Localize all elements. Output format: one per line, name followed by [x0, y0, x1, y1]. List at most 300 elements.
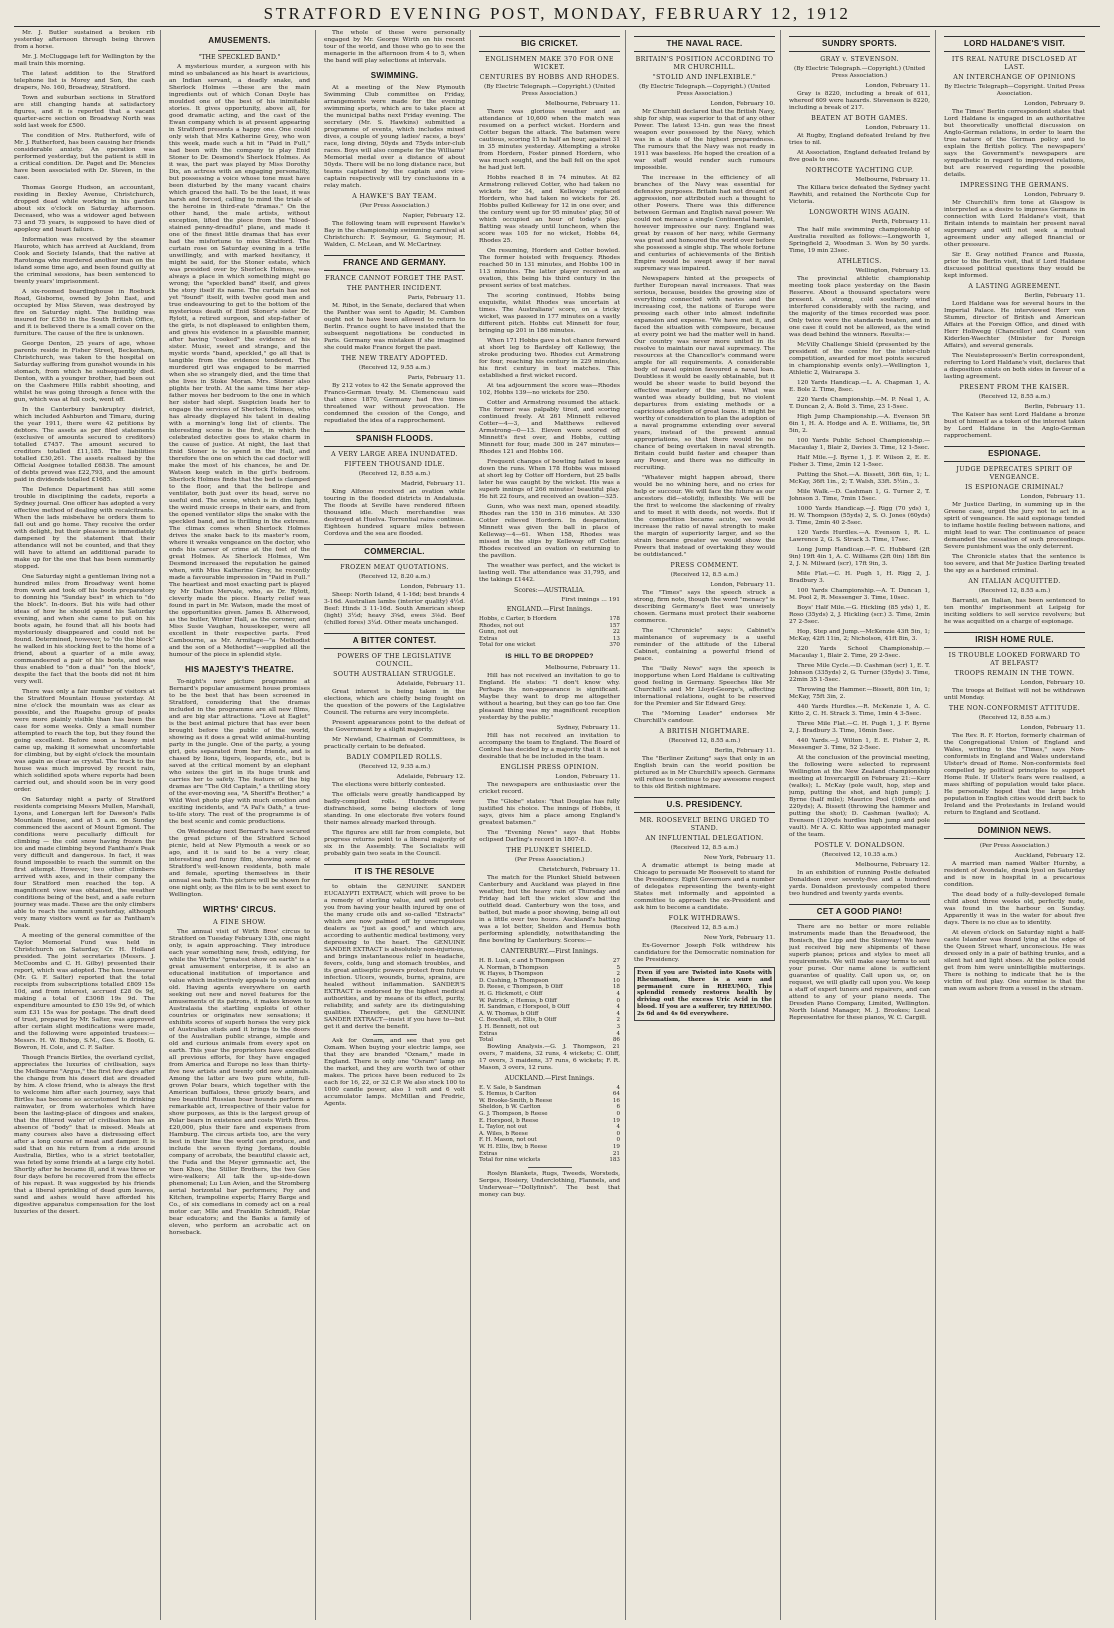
runs: 0 [616, 997, 620, 1004]
score-row [479, 1111, 620, 1118]
score-row [479, 1024, 620, 1031]
advertisement-text: Roslyn Blankets, Rugs, Tweeds, Worsteds, Serges, Hosiery, Underclothing, Flannels, and Underwear—"Dollyfinish". The best that money can buy. [479, 1170, 620, 1198]
article-paragraph: M. Ribot, in the Senate, declared that when the Panther was sent to Agadir, M. Cambon ought not to have been allowed to return to Berlin. France ought to have insisted that the subsequent negotiations be conducted in Paris. Germany was mistaken if she imagined she could make France forget the past. [324, 303, 465, 351]
article-paragraph: Ex-Governor Joseph Folk withdrew his candidature for the Democratic nomination for the Presidency. [634, 943, 775, 963]
article-paragraph: The troops at Belfast will not be withdrawn until Monday. [944, 688, 1085, 701]
batsman: A. Norman, b Thompson [479, 964, 549, 971]
dateline: Berlin, February 11. [1024, 293, 1085, 299]
scores-heading: AUCKLAND.—First Innings. [504, 1074, 595, 1082]
subheadline: AN INFLUENTIAL DELEGATION. [645, 835, 764, 842]
runs: 4 [616, 990, 620, 997]
article-paragraph: The Times' Berlin correspondent states that Lord Haldane is engaged in an authoritative but theoretically unofficial discussion on Anglo-German relations, in order to learn the true nature of the German policy and to explain the British policy. The newspapers' says the Government's newspapers are sympathetic in regard to improved relations, but are reserved regarding the possible details. [944, 109, 1085, 178]
subheadline: FROZEN MEAT QUOTATIONS. [340, 564, 449, 571]
runs: 4 [616, 1010, 620, 1017]
subheadline: A HAWKE'S BAY TEAM. [352, 193, 437, 200]
article-paragraph: The whole of these were personally engaged by Mr. George Wirth on his recent tour of the world, and those who go to see the menagerie in the afternoon from 4 to 5, when the band will play selections at intervals. [324, 30, 465, 64]
headline-majesty: HIS MAJESTY'S THEATRE. [185, 665, 294, 674]
subheadline: THE NEW TREATY ADOPTED. [341, 355, 448, 362]
wire-credit: (Per Press Association.) [359, 203, 430, 209]
score-row [479, 965, 620, 972]
dateline: London, February 11. [400, 584, 465, 590]
article-paragraph: "Whatever might happen abroad, there would be no whining here, and no cries for help or succour. We will face the future as our ancestors did—stolidly, inflexibly. We will be the first to welcome the slackening of rivalry and to meet it with deeds, not words. But if the competition became acute, we would increase the ratio of naval strength to make the margin of superiority larger, and so the strain became greater we would show the Powers that instead of overtaking they would be outdistanced." [634, 475, 775, 558]
rheumo-advertisement: Even if you are Twisted into Knots with Rheumatism, there is a sure and permanent cure in RHEUMO. This splendid remedy restores health by driving out the excess Uric Acid in the blood. If you are a sufferer, try RHEUMO. 2s 6d and 4s 6d everywhere. [634, 967, 775, 1021]
article-paragraph: The officials were greatly handicapped by badly-compiled rolls. Hundreds were disfranchised, some being electors of long standing. In one electorate five voters found their names already marked through. [324, 792, 465, 826]
column-divider [160, 30, 161, 1620]
subheadline: PRESS COMMENT. [670, 562, 739, 569]
subheadline: BADLY COMPILED ROLLS. [346, 754, 443, 761]
athletics-result: Mile Flat.—C. H. Pugh 1, H. Rigg 2, J. Bradbury 3. [789, 571, 930, 584]
article-paragraph: Frequent changes of bowling failed to keep down the runs. When 178 Hobbs was missed at short leg by Cotter off Hordern, but 25 balls later he was caught by the wicket. His was a superb innings of 266 minutes' beautiful play. He hit 22 fours, and received an ovation—325. [479, 459, 620, 500]
article-paragraph: The Killara twice defeated the Sydney yacht Rawhiti, and retained the Northcote Cup for Victoria. [789, 185, 930, 205]
batsman: S. Hemus, b Carlton [479, 1091, 537, 1098]
column-divider [315, 30, 316, 1620]
headline-dominion: DOMINION NEWS. [944, 823, 1085, 839]
runs: 64 [612, 1091, 620, 1098]
wire-credit: (Received 12, 9.55 a.m.) [358, 365, 431, 371]
athletics-result: Three Mile Flat.—C. H. Pugh 1, J. F. Byrne 2, J. Bradbury 3. Time, 16min 5sec. [789, 721, 930, 734]
article-paragraph: A married man named Walter Hurnby, a resident of Avondale, drank lysol on Saturday and is now in hospital in a precarious condition. [944, 861, 1085, 888]
dateline: Melbourne, February 11. [545, 101, 620, 107]
batsman: Hobbs, c Carter, b Hordern [479, 616, 557, 622]
athletics-result: Long Jump Handicap.—F. C. Hubbard (2ft 9in) 19ft 4in 1, A. C. Williams (2ft 0in) 18ft 8in 2, J. N. Milward (scr), 17ft 9in, 3. [789, 547, 930, 567]
article-paragraph: Sir E. Gray notified France and Russia, prior to the Berlin visit, that if Lord Haldane discussed political questions they would be kept informed. [944, 252, 1085, 279]
article-paragraph: By 212 votes to 42 the Senate approved the Franco-German treaty. M. Clemenceau said that since 1870, Germany had five times threatened war without provocation. He condemned the cession of the Congo, and repudiated the idea of a rapprochement. [324, 383, 465, 424]
athletics-result: 100 Yards Public School Championship.—Macaulay 1, Blair 2, Davies 3. Time, 12 1-5sec. [789, 438, 930, 451]
dateline: Wellington, February 13. [855, 268, 930, 274]
article-paragraph: The "Berliner Zeitung" says that only in an English brain can the world position be pictured as in Mr Churchill's speech. Germans will refuse to continue to pay awesome respect to this old British nightmare. [634, 756, 775, 790]
subheadline: A LASTING AGREEMENT. [968, 283, 1061, 290]
news-paragraph: A meeting of the general committee of the Taylor Memorial Fund was held in Christchurch on Saturday, Cr. H. Holland presided. The joint secretaries (Messrs. J. McCoombs and C. H. Gilby) presented their report, which was adopted. The hon. treasurer (Mr. G. F. Salter) reported that the total receipts from subscriptions totalled £809 15s 10d, and from interest, accrued £28 0s 9d, making a total of £3068 19s 9d. The expenditure amounted to £50 19s 9d, of which sum £31 15s was for postage. The draft deed of trust, prepared by Mr. Salter, was approved after certain slight modifications were made, and the following were appointed trustees:—Messrs. H. W. Bishop, S.M., Geo. S. Booth, G. Bowron, H. Cole, and C. F. Salter. [14, 933, 155, 1051]
runs: 19 [612, 1144, 620, 1151]
article-paragraph: The Chronicle states that the sentence is too severe, and that Mr Justice Darling treated the spy as a hardened criminal. [944, 554, 1085, 574]
divider [218, 50, 262, 51]
score-total-row [479, 1157, 620, 1164]
runs: 3 [616, 1023, 620, 1030]
article-paragraph: Great interest is being taken in the elections, which are chiefly being fought on the question of the powers of the Legislative Council. The returns are very incomplete. [324, 689, 465, 716]
wire-credit: (By Electric Telegraph.—Copyright.) (United Press Association.) [793, 66, 926, 79]
subheadline: MR. ROOSEVELT BEING URGED TO STAND. [639, 817, 770, 832]
article-paragraph: At eleven o'clock on Saturday night a half-caste Islander was found lying at the edge of the Queen Street wharf, unconscious. He was dressed only in a pair of bathing trunks, and a silent hat and light shoes. At the police could get from him were unintelligible mutterings. There is nothing to indicate that he is the victim of foul play. One surmise is that the man swam ashore from a vessel in the stream. [944, 930, 1085, 992]
batsman: E. Horspool, b Reese [479, 1117, 539, 1124]
runs: 18 [612, 984, 620, 991]
article-paragraph: The half mile swimming championship of Australia resulted as follows:—Longworth 1, Springfield 2, Woodman 3. Won by 50 yards. Time, 19 min 23sec. [789, 227, 930, 254]
subheadline: PRESENT FROM THE KAISER. [959, 384, 1070, 391]
runs: 16 [612, 1097, 620, 1104]
article-paragraph: King Alfonso received an ovation while touring in the flooded districts in Andalusia. The floods at Seville have rendered fifteen thousand idle. Much merchandise was destroyed at Huelva. Torrential rains continue. Eighteen hundred square miles between Cordova and the sea are flooded. [324, 489, 465, 537]
batsman: W. Brooke-Smith, b Reese [479, 1097, 553, 1104]
article-paragraph: The annual visit of Wirth Bros' circus to Stratford on Tuesday February 13th, one night only, is again approaching. They introduce each year something new, fresh, edifying, for while the Wirths' "greatest show on earth" is a great amusement enterprise, it is also an educational institution of importance and value which instinctively appeals to young and old. Having agents everywhere on earth seeking out new and novel features for the amusements of its patrons, it makes known to Australasia the startling exploits of other countries or originates new sensations; it exhibits scores of superb horses the very pick of Australian studs and it brings to the doors of the Australian public strange, simple and old and curious animals from every spot on earth. This year the proprietors have excelled all previous efforts, for they have engaged from America and Europe no less than thirty-five new artists and twenty odd new animals. Among the latter are two pure white, full-grown Polar bears, which together with the American buffaloes, three grizzly bears, and two beautiful Russian boar hounds perform a remarkable act, irrespective of their value for show purposes, as this is the largest group of Polar bears in existence and costs Wirth Bros. £20,000, plus their fare and expenses from Hamburg. The circus artists too, are the very best in their line the world can produce, and include the seven flying Jordans, double company of acrobats, the beautiful classic act, the Fuda and the Meyer gymnastic act, the Yuen Khoo, the Stiller Brothers, the two Gee wire-walkers; All talk the up-side-down phenomenal; Lu Lun Avien, and the Stromberg aerial horizontal bar performers; Foy and Kitchen, trampoline experts; Harry Barge and Co., of six comedians in comedy act on a real motor car; Mlle and Franklin Schmidt, Polar bear educators; and the Banks a family of eleven, who perform an acrobatic act on horseback. [169, 929, 310, 1236]
article-paragraph: Cotter and Armstrong resumed the attack. The former was palpably tired, and scoring continued freely. At 261 Minnett relieved Cotter—4—3, and Matthews relieved Armstrong—0—13. Eleven were scored off Minnett's first over, and Hobbs, cutting Minnett for four, made 300 in 247 minutes—Rhodes 121 and Hobbs 166. [479, 400, 620, 455]
dateline: London, February 11. [865, 125, 930, 131]
column-swimming-world [324, 30, 465, 1620]
article-paragraph: Mr Churchill's firm tone at Glasgow is interpreted as a desire to impress Germans in connection with Lord Haldane's visit, that Britain intends to maintain her present naval supremacy and will not seek a mutual agreement under any alleged financial or other pressure. [944, 200, 1085, 248]
batsman: G. J. Thompson, b Reese [479, 1111, 548, 1118]
masthead-rule [14, 26, 1100, 27]
batsman: W. Hayes, b Thompson [479, 971, 544, 978]
score-row [479, 1118, 620, 1125]
total-runs: 86 [612, 1037, 620, 1044]
runs: 2 [616, 1017, 620, 1024]
total-runs: 370 [609, 642, 620, 649]
article-paragraph: The Kaiser has sent Lord Haldane a bronze bust of himself as a token of the interest taken by Lord Haldane in the Anglo-German rapprochement. [944, 412, 1085, 439]
subheadline: JUDGE DEPRECATES SPIRIT OF VENGEANCE. [956, 466, 1073, 481]
dateline: London, February 11. [1020, 494, 1085, 500]
score-line: First innings ... 191 [561, 597, 620, 603]
article-paragraph: Gunn, who was next man, opened steadily. Rhodes ran the 150 in 316 minutes. At 330 Cotter relieved Hordern. In desperation, Minnett was given the ball in place of Kelleway—4—61. When 158, Rhodes was missed in the slips by Kelleway off Cotter. Rhodes received an ovation on returning to the pavilion. [479, 504, 620, 559]
score-row [479, 991, 620, 998]
runs: 22 [612, 629, 620, 636]
runs: 5 [616, 964, 620, 971]
article-paragraph: On Wednesday next Bernard's have secured the great picture of the Stratford School picnic, held at New Plymouth a week or so ago, and it is said to be a very clear, interesting and funny film, showing some of Stratford's well-known residents, both male and female, sporting themselves in their annual sea bath. This picture will be shown for one night only, as the film is to be sent exect to Wellington. [169, 829, 310, 898]
dateline: Berlin, February 11. [714, 748, 775, 754]
batsman: Extras [479, 1030, 498, 1037]
wire-credit: (Received 12, 8.5 a.m.) [670, 572, 739, 578]
runs: 2 [616, 971, 620, 978]
score-row [479, 1131, 620, 1138]
dateline: London, February 10. [710, 101, 775, 107]
divider [528, 1167, 572, 1168]
wire-credit: (Received 12, 8.55 a.m.) [358, 471, 431, 477]
subheadline: AN INTERCHANGE OF OPINIONS [953, 74, 1076, 81]
athletics-result: McVilly Challenge Shield (presented by the president of the centre for the inter-club competition, awarded for most points secured in championship events only).—Wellington 1, Athletic 2, Wairarapa 3. [789, 342, 930, 376]
article-paragraph: The following team will represent Hawke's Bay in the championship swimming carnival at Christchurch: F. Seymour, G. Seymour, H. Walden, C. McLean, and W. McCartney. [324, 221, 465, 248]
article-paragraph: The figures are still far from complete, but progress returns point to a liberal majority of six in the Assembly. The Socialists will probably gain two seats in the Council. [324, 830, 465, 857]
auckland-scorecard [479, 1085, 620, 1164]
advertisement-text: Ask for Oznam, and see that you get Oznam. When buying your electric lamps, see that they are branded "Oznam," made in England. There is only one "Osram" lamp on the market, and they are worth two of other makes. The prices have been reduced to 2s each for 16, 22, or 32 C.P. We also stock 100 to 1000 candle power, also 1 volt and 6 volt accumulator lamps. McMillan and Fredric, Agents. [324, 1038, 465, 1107]
subheadline: FOLK WITHDRAWS. [668, 915, 741, 922]
headline-commercial: COMMERCIAL. [324, 544, 465, 560]
news-paragraph: The condition of Mrs. Rutherford, wife of Mr. J. Rutherford, has been causing her friends considerable anxiety. An operation was performed yesterday, but the patient is still in a critical condition. Dr. Paget and Dr. Mencies have been associated with Dr. Steven, in the case. [14, 133, 155, 181]
subheadline: THE NON-CONFORMIST ATTITUDE. [948, 705, 1081, 712]
runs: 19 [612, 1117, 620, 1124]
piano-ad-headline: CET A GOOD PIANO! [789, 904, 930, 920]
batsman: D. Reese, c Thompson, b Oliff [479, 984, 563, 991]
wire-credit: By Electric Telegraph—Copyright. United Press Association. [944, 84, 1085, 97]
score-row [479, 1091, 620, 1098]
dateline: Perth, February 11. [871, 219, 930, 225]
subheadline: GRAY v. STEVENSON. [820, 56, 899, 63]
news-paragraph: In the Canterbury bankruptcy district, which included Ashburton and Timaru, during the year 1911, there were 42 petitions by debtors. The assets as per filed statements (exclusive of amounts secured to creditors) totalled £7457. The amount secured to creditors totalled £11,185. The liabilities totalled £30,261. The assets realised by the Official Assignee totalled £6838. The amount of debts proved was £22,793, and the amount paid in dividends totalled £1685. [14, 407, 155, 483]
wire-credit: (Per Press Association.) [979, 843, 1050, 849]
dateline: Melbourne, February 11. [855, 177, 930, 183]
dateline: New York, February 11. [703, 935, 775, 941]
wire-credit: (Received 12, 8.5 a.m.) [670, 925, 739, 931]
dateline: London, February 10. [1020, 680, 1085, 686]
score-row [479, 1085, 620, 1092]
wire-credit: (Received 12, 8.55 a.m.) [978, 588, 1051, 594]
subheadline: NORTHCOTE YACHTING CUP. [805, 167, 914, 174]
headline-france: FRANCE AND GERMANY. [324, 255, 465, 271]
score-row [479, 1151, 620, 1158]
news-paragraph: There was only a fair number of visitors at the Stratford Mountain House yesterday. At nine o'clock the mountain was as clear as possible, and the Ruapehu group of peaks were more plainly visible than has been the case for some weeks. Only a small number attempted to reach the top, but they found the going excellent. Before noon a heavy mist came up, making it somewhat uncomfortable for climbing, but by eight o'clock the mountain was again as clear as crystal. The track to the house was much improved by recent rain, which solidified spots where reports had been carried out, and should soon be in very good order. [14, 689, 155, 793]
article-paragraph: The "Morning Leader" endorses Mr Churchill's candour. [634, 711, 775, 724]
headline-espionage: ESPIONAGE. [944, 446, 1085, 462]
score-row [479, 978, 620, 985]
score-row [479, 971, 620, 978]
subheadline: TROOPS REMAIN IN THE TOWN. [954, 670, 1075, 677]
article-paragraph: The dead body of a fully-developed female child about three weeks old, perfectly nude, was found in the harbour on Sunday. Apparently it was in the water for about five days. There is no clue as to identity. [944, 892, 1085, 926]
athletics-result: 120 Yards Handicap.—L. A. Chapman 1, A. E. Bole 2. Time, 8sec. [789, 380, 930, 393]
athletics-result: High Jump Championship.—A. Evenson 5ft 6in 1, H. A. Hodge and A. E. Williams, tie, 5ft 5in, 2. [789, 414, 930, 434]
runs: 0 [616, 1111, 620, 1118]
runs: 21 [612, 1150, 620, 1157]
masthead: STRATFORD EVENING POST, MONDAY, FEBRUARY 12, 1912 [263, 4, 851, 23]
athletics-results [789, 276, 930, 839]
batsman: F. H. Mason, not out [479, 1137, 537, 1144]
article-paragraph: The "Evening News" says that Hobbs eclipsed Darling's record in 1807-8. [479, 829, 620, 843]
batsman: L. Taylor, not out [479, 1124, 528, 1131]
batsman: A. W. Thomas, b Oliff [479, 1010, 539, 1017]
scores-heading: ENGLAND.—First Innings. [506, 606, 593, 613]
batsman: W. Patrick, c Hemus, b Oliff [479, 997, 557, 1004]
athletics-result: The provincial athletic championship meeting took place yesterday on the Basin Reserve. About a thousand spectators were present. A strong, cold southerly wind interfered considerably with the racing, and the majority of the times recorded was poor. Only twice were the standards beaten, and in one case it could not be allowed, as the wind was dead behind the winners. Results:— [789, 276, 930, 338]
subheadline: IS HILL TO BE DROPPED? [505, 652, 594, 660]
article-paragraph: At Rugby, England defeated Ireland by five tries to nil. [789, 133, 930, 146]
dateline: Christchurch, February 11. [538, 866, 620, 873]
article-paragraph: Hobbs reached 8 in 74 minutes. At 82 Armstrong relieved Cotter, who had taken no wickets for 34, and Kelleway replaced Hordern, who had taken no wickets for 26. Hobbs pulled Kelleway for 12 in one over, and the century went up for 95 minutes' play, 50 of which occupied an hour of today's play. Batting was steady until luncheon, when the score was 105 for no wicket, Hobbs 64, Rhodes 25. [479, 175, 620, 244]
subheadline: THE PLUNKET SHIELD. [506, 846, 593, 854]
runs: 13 [612, 635, 620, 642]
subheadline: FIFTEEN THOUSAND IDLE. [344, 461, 445, 468]
column-naval-race [634, 30, 775, 1620]
article-paragraph: A dramatic attempt is being made at Chicago to persuade Mr Roosevelt to stand for the Presidency. Eight Governors and a number of delegates representing the twenty-eight States met informally and appointed a committee to approach the ex-President and ask him to become a candidate. [634, 863, 775, 911]
subheadline: LONGWORTH WINS AGAIN. [809, 209, 910, 216]
column-divider [470, 30, 471, 1620]
article-paragraph: In an exhibition of running Postle defeated Donaldson over seventy-five and a hundred yards. Donaldson previously competed there two hundred and twenty yards events. [789, 870, 930, 897]
news-paragraph: The Defence Department has still some trouble in disciplining the cadets, reports a Sydney journal. One officer has adopted a very effective method of dealing with recalcitrants. When the lads misbehave he orders them to fall out and go home. They receive the order with delight, but their pleasure is immediately dampened by the statement that their attendance will not be counted, and that they will have to attend an additional parade to make up for the one that has been summarily stopped. [14, 487, 155, 570]
batsman: H. G. Hickmott, c Oliff [479, 990, 543, 997]
score-row [479, 1137, 620, 1144]
batsman: Sheldon, b W. Carlton [479, 1104, 541, 1111]
score-row [479, 623, 620, 630]
headline-naval: THE NAVAL RACE. [634, 36, 775, 52]
batsman: H. B. Lusk, c and b Thompson [479, 957, 565, 964]
article-paragraph: The match for the Plunket Shield between Canterbury and Auckland was played in fine weather, but the heavy rain of Thursday and Friday had left the wicket slow and the outfield dead. Canterbury won the toss, and batted, but made a poor showing, being all out in a little over two hours. Auckland's batting was a lot better, Sheldon and Hemus both performing splendidly, notwithstanding the fine bowling by Canterbury. Scores:— [479, 874, 620, 944]
batsman: Rhodes, not out [479, 622, 524, 629]
dateline: London, February 9. [1024, 101, 1085, 107]
runs: 4 [616, 1084, 620, 1091]
article-paragraph: To-night's new picture programme at Bernard's popular amusement house promises to be the best that has been screened in Stratford, considering that the dramas included in the programme are all new films, and are big star attractions. "Love at Eaglet" is the best animal picture that has ever been brought before the public of the world, showing as it does a great wild animal-hunting party in the jungle. One of the party, a young girl, gets separated from her friends, and is chased by lions, tigers, leopards, etc., but is saved at the critical moment by an elephant who seizes the girl in its huge trunk and carries her to safety. The feature of the big dramas are "The Old Captain," a thrilling story of the ever-moving sea, "A Sheriff's Brother," a Wild West photo play with much emotion and exciting incidents, and "A Pal's Oath," a true-to-life story. The rest of the programme is of the best scenic and comic productions. [169, 679, 310, 825]
athletics-result: Hop, Step and Jump.—McKenzie 43ft 5in, 1; McKay, 42ft 11in, 2; Nicholson, 41ft 8in, 3. [789, 629, 930, 642]
total-label: Total [479, 1037, 494, 1044]
subheadline: POSTLE V. DONALDSON. [814, 842, 905, 849]
article-paragraph: The "Daily News" says the speech is inopportune when Lord Haldane is cultivating good feeling in Germany. Speeches like Mr Churchill's and Mr Lloyd-George's, affecting international relations, ought to be reserved for the Premier and Sir Edward Grey. [634, 666, 775, 707]
score-row [479, 1104, 620, 1111]
article-paragraph: Present appearances point to the defeat of the Government by a slight majority. [324, 720, 465, 733]
news-paragraph: One Saturday night a gentleman living not a hundred miles from Broadway went home from work and took off his boots preparatory to donning his "Sunday best" in which to "do the block". In-doors. But his wife had other ideas of how he should spend his Saturday evening, and when she came to put on his boots again, he found that all his boots had mysteriously disappeared and could not be found. Determined, however, to "do the block" he walked in his stocking feet to the home of a friend, about a quarter of a mile away, commandeered a pair of his boots, and was thus enabled to "don a dual" "on the block", despite the fact that the boots did not fit him very well. [14, 574, 155, 685]
headline-resolve: IT IS THE RESOLVE [324, 864, 465, 880]
runs: 4 [616, 1004, 620, 1011]
advertisement-text: to obtain the GENUINE SANDER EUCALYPTI EXTRACT, which will prove to be a remedy of sterling value, and will protect you from having your health injured by one of the many crude oils and so-called "Extracts" which are now palmed off by unscrupulous dealers as "just as good," and which are, according to authentic medical testimony, very depressing to the heart. The GENUINE SANDER EXTRACT is absolutely non-injurious, and brings instantaneous relief in headache, fevers, colds, lung and stomach troubles, and its great antiseptic powers protect from future infection. Ulcers, wounds, burns, sprains, are healed without inflammation. SANDER'S EXTRACT is endorsed by the highest medical authorities, and by means of its effect, purity, reliability, and safety are its distinguishing qualities. Therefore, get the GENUINE SANDER EXTRACT—insist if you have to—but get it and derive the benefit. [324, 884, 465, 1030]
athletics-result: At the conclusion of the provincial meeting, the following were selected to represent Wellington at the New Zealand championship meeting at Invercargill on February 21:—Kerr (walks); L. McKay (pole vault, hop, step and jump, putting the shot, and high jump); J. Byrne (half mile); Maurice Pool (100yds and 220yds); A. Bissett (throwing the hammer and putting the shot); D. Cashman (walks); A. Evenson (120yds hurdles high jump and pole vault). Mr A. C. Kitto was appointed manager of the team. [789, 755, 930, 838]
wire-credit: (Received 12, 8.5 a.m.) [670, 845, 739, 851]
athletics-result: Throwing the Hammer.—Bissett, 80ft 1in, 1; McKay, 75ft 3in, 2. [789, 687, 930, 700]
score-row [479, 616, 620, 623]
runs: 0 [616, 1137, 620, 1144]
subheadline: AN ITALIAN ACQUITTED. [968, 578, 1061, 585]
news-paragraph: Town and suburban sections in Stratford are still changing hands at satisfactory figures, and it is reported that a vacant quarter-acre section on Broadway North was sold last week for £500. [14, 95, 155, 129]
headline-sports: SUNDRY SPORTS. [789, 36, 930, 52]
news-paragraph: A six-roomed boardinghouse in Roebuck Road, Gisborne, owned by John East, and occupied by Miss Steven, was destroyed by fire on Saturday night. The building was insured for £350 in the South British Office, and it is believed there is a small cover on the furniture. The cause of the fire is unknown. [14, 289, 155, 337]
article-paragraph: When 171 Hobbs gave a hot chance forward at short leg to Bardsley off Kelleway, the stroke producing two. Rhodes cut Armstrong for four, reaching his century in 229 minutes, his first century in test matches. This established a first wicket record. [479, 338, 620, 379]
subheadline: IS ESPIONAGE CRIMINAL? [965, 484, 1064, 491]
wire-credit: (Received 12, 10.35 a.m.) [821, 852, 898, 858]
article-paragraph: Gray is 8220, including a break of 611, whereof 609 were hazards. Stevenson is 8220, including a break of 217. [789, 91, 930, 111]
dateline: London, February 11. [1020, 725, 1085, 731]
column-haldane [944, 30, 1085, 1620]
article-paragraph: Mr Justice Darling, in summing up in the Greene case, urged the jury not to act in a spirit of vengeance. He said espionage tended to inflame hostile feeling between nations, and might lead to war. The continuance of peace demanded the cessation of such proceedings. Severe punishment was the only deterrent. [944, 502, 1085, 550]
runs: 178 [609, 616, 620, 622]
wire-credit: (Received 12, 8.55 a.m.) [668, 738, 741, 744]
score-row [479, 1124, 620, 1131]
dateline: Auckland, February 12. [1014, 853, 1085, 859]
article-paragraph: At tea adjournment the score was—Rhodes 102, Hobbs 139—no wickets for 250. [479, 383, 620, 396]
news-paragraph: Information was received by the steamer Hauroto, which has arrived at Auckland, from Cook and Society Islands, that the native at Rarotonga who murdered another man on the island some time ago, and been found guilty at the criminal sessions, has been sentenced to twenty years' imprisonment. [14, 237, 155, 285]
wire-credit: (Received 12, 8.55 a.m.) [978, 394, 1051, 400]
news-paragraph: Thomas George Hudson, an accountant, residing in Bexley Avenue, Christchurch, dropped dead while working in his garden about six o'clock on Saturday afternoon. Deceased, who was a widower aged between 73 and 75 years, is supposed to have died of apoplexy and heart failure. [14, 185, 155, 233]
advertisement-text: There are no better or more reliable instruments made than the Broadwood, the Ronisch, the Lipp and the Steinway! We have just received big new shipments of these superb pianos; prices and styles to meet all requirements. We will make easy terms to suit your purse. Our name alone is sufficient guarantee of quality. Call upon us, or, on request, we will gladly call upon you. We keep a staff of expert tuners and repairers, and can attend to any of your piano needs. The Dresden Piano Company, Limited, Wellington. North Island Manager, M. J. Brookes; Local Representative for these pianos, W. C. Cargill. [789, 924, 930, 1021]
runs: 27 [612, 957, 620, 964]
article-paragraph: The "Globe" states: "that Douglas has fully justified his choice. The innings of Hobbs, it says, gives him a place among England's greatest batsmen." [479, 798, 620, 826]
wire-credit: (Received 12, 8.20 a.m.) [358, 574, 431, 580]
total-label: Total for one wicket [479, 642, 536, 649]
subheadline: FRANCE CANNOT FORGET THE PAST. [325, 275, 464, 282]
dateline: Paris, February 11. [407, 295, 465, 301]
dateline: Melbourne, February 12. [855, 862, 930, 868]
score-row [479, 1098, 620, 1105]
article-paragraph: At Association, England defeated Ireland by five goals to one. [789, 150, 930, 163]
subheadline: "THE SPECKLED BAND." [198, 54, 281, 61]
wire-credit: (Received 12, 9.35 a.m.) [358, 764, 431, 770]
score-row [479, 1144, 620, 1151]
article-paragraph: The weather was perfect, and the wicket is lasting well. The attendance was 31,795, and the takings £1442. [479, 563, 620, 583]
score-row [479, 636, 620, 643]
athletics-result: Three Mile Cycle.—D. Cashman (scr) 1, E. T. Johnson (335yds) 2, G. Turner (35yds) 3. Time, 22min 35 1-5sec. [789, 663, 930, 683]
news-paragraph: The latest addition to the Stratford telephone list is Morey and Son, the cash drapers, No. 160, Broadway, Stratford. [14, 71, 155, 91]
score-row [479, 1017, 620, 1024]
article-paragraph: Barranti, an Italian, has been sentenced to ten months' imprisonment at Leipsig for inciting soldiers to sell service revolvers; but he was acquitted on a charge of espionage. [944, 598, 1085, 625]
column-cricket [479, 30, 620, 1620]
dateline: Adelaide, February 12. [396, 774, 465, 780]
article-paragraph: Newspapers hinted at the prospects of further European naval increases. That was serious, because, besides the growing size of everything connected with navies and the increasing cost, the nations of Europe were pressing each other into almost indefinite expansion and expense. "We have met it, and faced the situation with composure, because at every point we had the matter well in hand. Our country was never more united in its resolve to maintain our naval supremacy. The resources at the Chancellor's command were ample for all requirements. A considerable body of naval opinion favoured a naval loan. Doubtless it would be easily obtainable, but it would be sheer waste to build beyond the effective mastery of the seas. What was wanted was steady building, but no violent departures from existing methods or a capricious adoption of great loans. It might be worthy of consideration to plan the adoption of a naval programme extending over several years, instead of the present annual appropriations, so that there would be no chance of being overtaken in naval strength. Britain could build faster and cheaper than any Power, and there was no difficulty in recruiting. [634, 276, 775, 471]
wire-credit: (Per Press Association.) [514, 856, 585, 863]
column-divider [935, 30, 936, 1620]
dateline: London, February 11. [865, 83, 930, 89]
total-runs: 183 [609, 1157, 620, 1164]
news-paragraph: Mr. J. McCluggage left for Wellington by the mail train this morning. [14, 54, 155, 67]
columns [14, 30, 1100, 1620]
score-row [479, 1004, 620, 1011]
article-paragraph: A mysterious murder, a surgeon with his mind so unbalanced as his heart is avaricious, an Indian servant, a deadly snake, and Sherlock Holmes —these are the main ingredients out of which Conan Doyle has moulded one of the best of his inimitable stories. It gives opportunity, above all, for good dramatic acting, and the cast of the Ewan company which is at present appearing in Stratford presents a happy one. One could only wish that Mrs Katherine Grey, who won this week, made such a hit in "Paid in Full," had been with the company to play Enid Stoner to Dr. Desmond's Sherlock Holmes. As it was, the part was played by Miss Dorothy Dix, an actress with an engaging personality, but possessing a voice whose tone must have been disturbed by the many vacant chairs which graced the hall. To be the least, it was harsh and forced, calling to mind the trials of the heroine in third-rate "dramas." On the other hand, the male artists, without exception, lifted the piece from the "blood-stained penny-dreadful" plane, and made it one of the finest little dramas that has ever had the misfortune to miss Stratford. The curtain rose on Saturday evening in a trifle unwillingly, and with marked hesitancy, it might be said, for the Stoner estate, which was presided over by Sherlock Holmes, was always a place in which something might go wrong; the "speckled band" itself, and gives the story itself its name. The curtain has not yet "found" itself, with twelve good men and true endeavouring to get to the bottom of the mysterious death of Enid Stoner's sister Dr. Rylott, a retired surgeon, and step-father of the girls, is not displeased to enlighten them, and gives his evidence in a plausible manner, after having "cooked" the evidence of his sister. Music, sweet and strange, and the mystic words "band, speckled," go all that is tangible from the evidence tendered. The murdered girl was engaged to be married when she so strangely died, and the time that she lives in Stoke Moran. Mrs. Stoner also plights her troth. At the same time her step-father moves her bedroom to the one in which her sister had slept. Suspicion leads her to engage the services of Sherlock Holmes, who has already displayed his talent in dealing with a morning's long list of clients. The interesting scene is the first, in which the celebrated detective goes to stake charm in the cause of justice. At night, the last that Enid Stoner is to spend in the Hall, and therefore the one on which the cad doctor will make the most of his chances, he and Dr. Watson keep watch in the girl's bedroom. Sherlock Holmes finds that the bed is clamped to the floor, and that the bellrope and ventilator, both just over its head, serve no useful end. The scene, which is in dim light, the weird music creeps in their ears, and from the opened ventilator slips the snake with the speckled band, and is thrilling in the extreme. The climax comes when Sherlock Holmes drives the snake back to its master's room, where it wreaks vengeance on the doctor, who ends his career of crime at the feet of the great Holmes. As Sherlock Holmes, Wm Desmond increased the reputation he gained when, with Miss Katherine Grey, he recently made a favourable impression in "Paid in Full." The heartiest and most exacting part is played by Mr Dalton Mervale, who, as Dr. Rylott, cleverly made the piece. Hearty relief was found in part in Mr. Watson, made the most of the opportunities given. James B. Atherwood, as the butler, Winter Hall, as the coroner, and Miss Susie Vaughan, housekeeper, were all excellent in their respective parts. Fred Cambourne, as Mr. Armitage—"a Methodist and the son of a Methodist"—supplied all the humour of the piece in splendid style. [169, 64, 310, 658]
score-row [479, 984, 620, 991]
dateline: Adelaide, February 11. [396, 681, 465, 687]
column-local-news [14, 30, 155, 1620]
score-row [479, 998, 620, 1005]
dateline: Napier, February 12. [402, 213, 465, 219]
subheadline: IMPRESSING THE GERMANS. [960, 182, 1069, 189]
wire-credit: (By Electric Telegraph.—Copyright.) (United Press Association.) [483, 84, 616, 97]
news-paragraph: Though Francis Birtles, the overland cyclist, appreciates the luxuries of civilisation, says the Melbourne "Argus," the first few days after the change from his desert diet are dreaded by him. A close friend, who is always the first to welcome him after each journey, says that Birtles has become so accustomed to drinking rainwater, or from waterholes which have been the lasting-place of dingoes and snakes, that the filtered water of civilisation has an absence of "body" that is missed. Meals at many courses also have a distressing effect after a long course of meat and damper. It is said that on his return from a ride around Australia, Birtles, who is a strict teetotaller, was feted by some friends at a large city hotel. Shortly after he became ill, and it was three or four days before he recovered from the effects of his repast. It was suggested by his friends that a liberal sprinkling of dead gum leaves, sand and ashes would have afforded his digestive apparatus compensation for the lost luxuries of the desert. [14, 1055, 155, 1215]
athletics-result: 220 Yards School Championship.—Macaulay 1, Blair 2. Time, 29 2-5sec. [789, 646, 930, 659]
article-paragraph: Mr Newland, Chairman of Committees, is practically certain to be defeated. [324, 737, 465, 750]
article-paragraph: The increase in the efficiency of all branches of the Navy was essential for defensive purposes. Britain had not dreamt of aggression, nor attributed such a thought to other Powers. There was this difference between German and English naval power: We could not menace a single Continental hamlet, however impressive our navy. England was great by reason of her navy, while Germany was great and honoured the world over before she possessed a single ship. The whole fortune and centuries of achievements of the British Empire would be swept away if her naval supremacy was impaired. [634, 175, 775, 272]
news-paragraph: On Saturday night a party of Stratford residents comprising Messrs Mullen, Marshall, Lyons, and Lonergan left for Dawson's Falls Mountain House, and at 5 a.m. on Sunday commenced the ascent of Mount Egmont. The conditions were peculiarly difficult for climbing — the cold snow having frozen the ice and made climbing beyond Fantham's Peak very difficult and dangerous. In fact, it was found impossible to reach the summit on the first attempt. However, two other climbers arrived with axes, and in their company the four Stratford men reached the top. A magnificent view was obtained, the weather conditions being of the best, and a safe return journey was made. These are the only climbers able to reach the summit yesterday, although very many visitors went as far as Fantham's Peak. [14, 797, 155, 929]
subheadline: BRITAIN'S POSITION ACCORDING TO MR CHURCHILL. [635, 56, 774, 71]
wire-credit: (By Electric Telegraph.—Copyright.) (United Press Association.) [638, 84, 771, 97]
headline-bitter-contest: A BITTER CONTEST. [324, 633, 465, 649]
headline-irish: IRISH HOME RULE. [944, 632, 1085, 648]
article-paragraph: Hill has not received an invitation to accompany the team to England. The Board of Control has decided by a majority that it is not desirable that he be included in the team. [479, 732, 620, 760]
article-paragraph: Mr Churchill declared that the British Navy, ship for ship, was superior to that of any other Power. The latest 13-in. gun was the finest weapon ever possessed by the Navy, which was in a state of the highest preparedness. The rumours that the Navy was not ready in 1911 was baseless. He hoped the creation of a war staff would render such rumours impossible. [634, 109, 775, 171]
batsman: Gunn, not out [479, 629, 519, 636]
article-paragraph: Bowling Analysis.—G. J. Thompson, 21 overs, 7 maidens, 32 runs, 4 wickets; C. Oliff, 17 overs, 3 maidens, 37 runs, 6 wickets; F. R. Mason, 3 overs, 12 runs. [479, 1043, 620, 1071]
athletics-result: Half Mile.—J. Byrne 1, J. F. Wilson 2, E. E. Fisher 3. Time, 2min 12 1-5sec. [789, 455, 930, 468]
subheadline: ATHLETICS. [837, 258, 882, 265]
dateline: Sydney, February 11. [556, 724, 620, 731]
news-paragraph: George Denton, 25 years of age, whose parents reside in Fisher Street, Beckenham, Christchurch, was taken to the hospital on Saturday suffering from gunshot wounds in his stomach, from which he subsequently died. Denton, with a younger brother, had been out on the Cashmere Hills rabbit shooting, and whilst he was going through a fence with the gun, which was at full cock, went off. [14, 341, 155, 403]
athletics-result: 100 Yards Championship.—A. T. Duncan 1, M. Pool 2, R. Messenger 3. Time, 10sec. [789, 588, 930, 601]
dateline: Madrid, February 11. [400, 481, 465, 487]
batsman: Extras [479, 1150, 498, 1157]
score-row [479, 1031, 620, 1038]
article-paragraph: Lord Haldane was for several hours in the Imperial Palace. He interviewed Herr von Stumm, director of British and American Affairs at the Foreign Office, and dined with Herr Hollwegg (Chancellor) and Count von Kiderlen-Waechter (Minister for Foreign Affairs), and several generals. [944, 301, 1085, 349]
athletics-result: 440 Yards Hurdles.—R. McKenzie 1, A. C. Kitto 2, C. H. Strack 3. Time, 1min 4 3-5sec. [789, 704, 930, 717]
subheadline: CENTURIES BY HOBBS AND RHODES. [479, 74, 620, 81]
athletics-result: 440 Yards.—J. Wilton 1, E. E. Fisher 2, R. Messenger 3. Time, 52 2-5sec. [789, 738, 930, 751]
article-paragraph: The Neuisteprossen's Berlin correspondent, referring to Lord Haldane's visit, declares that a disposition exists on both sides in favour of a lasting agreement. [944, 353, 1085, 380]
batsman: E. V. Sale, b Sandman [479, 1084, 542, 1091]
subheadline: BEATEN AT BOTH GAMES. [811, 115, 908, 122]
headline-spain: SPANISH FLOODS. [324, 431, 465, 447]
subheadline: A BRITISH NIGHTMARE. [659, 728, 750, 735]
article-paragraph: At a meeting of the New Plymouth Swimming Club committee on Friday, arrangements were made for the evening swimming sports, which are to take place at the municipal baths next Friday evening. The secretary (Mr. S. Hawkins) submitted a programme of events, which includes mixed dives, a couple of young ladies' races, a boys' race, long diving, 50yds and 75yds inter-club races. Boys will also compete for the Williams' Memorial medal over a distance of about 50yds. There will be no long distance race, but teams captained by the captain and vice-captain respectively will try conclusions in a relay match. [324, 85, 465, 189]
article-paragraph: There was glorious weather and an attendance of 10,600 when the match was resumed on a perfect wicket. Hordern and Cotter began the attack. The batsmen were cautious, scoring 15 in half an hour, against 31 in 35 minutes yesterday. Attempting a stroke from Hordern, Foster pinned Hordern, who was much sought, and the ball fell on the spot he had just left. [479, 109, 620, 171]
score-row [479, 629, 620, 636]
column-sundry-sports [789, 30, 930, 1620]
column-divider [780, 30, 781, 1620]
article-paragraph: The elections were bitterly contested. [332, 782, 446, 788]
article-paragraph: The "Chronicle" says: Cabinet's maintenance of supremacy is a useful reminder of the attitude of the Liberal Cabinet, containing a powerful friend of peace. [634, 628, 775, 662]
score-total-row [479, 642, 620, 649]
headline-us-presidency: U.S. PRESIDENCY. [634, 797, 775, 813]
dateline: Paris, February 11. [407, 375, 465, 381]
column-divider [625, 30, 626, 1620]
athletics-result: 1000 Yards Handicap.—J. Rigg (70 yds) 1, H. W. Thompson (55yds) 2, S. O. Jones (60yds) 3. Time, 2min 40 2-5sec. [789, 506, 930, 526]
headline-swimming: SWIMMING. [370, 71, 419, 80]
divider [373, 1034, 417, 1035]
batsman: C. Boxshall, st. Ellis, b Oliff [479, 1017, 557, 1024]
column-amusements [169, 30, 310, 1620]
athletics-result: 220 Yards Championship.—M. P. Neal 1, A. T. Duncan 2, A. Bold 3. Time, 23 1-5sec. [789, 397, 930, 410]
runs: 10 [612, 977, 620, 984]
article-paragraph: The Rev. R. F. Horton, formerly chairman of the Congregational Union of England and Wales, writing to the "Times," says Non-conformists in England and Wales understand Ulster's dread of Rome. Non-conformists feel compelled by political principles to support Home Rule. If Ulster's fears were realised, a mass shifting of population would take place. He personally hoped that the large Irish population in English cities would drift back to Ireland and the Protestants in Ireland would return to England and Scotland. [944, 733, 1085, 816]
athletics-result: Boys' Half Mile.—G. Hickling (85 yds) 1, E. Roso (35yds) 2, J. Hickling (scr.) 3. Time, 2min 27 2-5sec. [789, 605, 930, 625]
canterbury-scorecard [479, 958, 620, 1044]
subheadline: ITS REAL NATURE DISCLOSED AT LAST. [951, 56, 1078, 71]
subheadline: IS TROUBLE LOOKED FORWARD TO AT BELFAST? [948, 652, 1081, 667]
batsman: D. Cushing, b Thompson [479, 977, 549, 984]
batsman: W. H. Ellis, lbw, b Reese [479, 1144, 548, 1151]
athletics-result: 120 Yards Hurdles.—A. Evenson 1, R. L. Lawrence 2, G. S. Strack 3. Time, 17sec. [789, 530, 930, 543]
wire-credit: (Received 12, 8.55 a.m.) [978, 715, 1051, 721]
score-total-row [479, 1037, 620, 1044]
article-paragraph: On resuming, Hordern and Cotter bowled. The former hoisted with frequency. Rhodes reached 50 in 131 minutes, and Hobbs 100 in 113 minutes. The latter player received an ovation, this being his third century in the present series of test matches. [479, 248, 620, 289]
runs: 4 [616, 1124, 620, 1131]
dateline: Berlin, February 11. [1024, 404, 1085, 410]
runs: 0 [616, 1130, 620, 1137]
batsman: J. H. Bennett, not out [479, 1023, 540, 1030]
article-paragraph: The scoring continued, Hobbs being exquisite, whilst Rhodes was uncertain at times. The Australians' score, on a tricky wicket, was passed in 177 minutes on a vastly different pitch. Hobbs cut Minnett for four, bringing up 201 in 186 minutes. [479, 293, 620, 334]
